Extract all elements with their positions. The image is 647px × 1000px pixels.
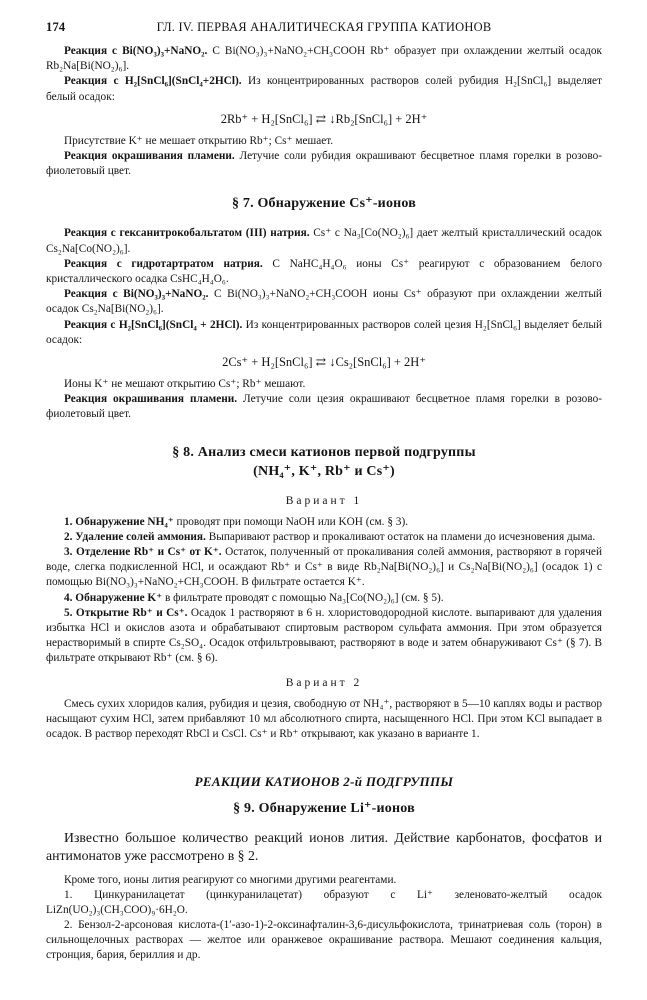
rb-flame-text: Летучие соли рубидия окрашивают бесцветное пламя горелки в розово-фиолетовый цвет.	[46, 150, 602, 178]
rb-sncl-reaction-lead: Реакция с H₂[SnCl₆](SnCl₄+2HCl).	[64, 75, 242, 88]
group-2-heading: РЕАКЦИИ КАТИОНОВ 2-й ПОДГРУППЫ	[194, 774, 454, 790]
v1-step-5-text: Осадок 1 растворяют в 6 н. хлористоводородной кислоте. выпаривают для удаления избытка HCl и окислов азота и обрабатывают спиртовым раствором сульфата аммония. При этом образуется нерастворимый в спирте Cs₂SO₄. Осадок отфильтровывают, растворяют в воде и затем обнаруживают Cs⁺ (§ 7). В фильтрате открывают Rb⁺ (см. § 6).	[46, 606, 603, 665]
v1-step-2-lead: 2. Удаление солей аммония.	[64, 530, 206, 543]
cs-tartrate-text: С NaHC₄H₄O₆ ионы Cs⁺ реагируют с образованием белого кристаллического осадка CsHC₄H₄O₆.	[46, 257, 602, 286]
cs-sncl-lead: Реакция с H₂[SnCl₆](SnCl₄ + 2HCl).	[64, 318, 243, 331]
rb-equation: 2Rb⁺ + H₂[SnCl₆] ⇄ ↓Rb₂[SnCl₆] + 2H⁺	[220, 111, 428, 126]
cs-flame-text: Летучие соли цезия окрашивают бесцветное пламя горелки в розово-фиолетовый цвет.	[46, 393, 602, 421]
cs-bi-paragraph	[46, 287, 602, 317]
cs-cobalt-paragraph	[46, 226, 602, 256]
rb-bi-reaction-text: С Bi(NO₃)₃+NaNO₂+CH₃COOH Rb⁺ образует при охлаждении желтый осадок Rb₂Na[Bi(NO₂)₆].	[46, 45, 602, 73]
v1-step-1-lead: 1. Обнаружение NH₄⁺	[64, 515, 174, 528]
section-8-heading-line2: (NH₄⁺, K⁺, Rb⁺ и Cs⁺)	[253, 463, 395, 479]
v1-step-3-text: Остаток, полученный от прокаливания солей аммония, растворяют в горячей воде, слегка подкисленной HCl, и осаждают Rb⁺ и Cs⁺ в виде Rb₂Na[Bi(NO₂)₆] и Cs₂Na[Bi(NO₂)₆] (осадок 1) с помощью Bi(NO₃)₃+NaNO₂+CH₃COOH. В фильтрате остается K⁺.	[46, 546, 602, 589]
running-header	[46, 20, 602, 44]
v1-step-5	[46, 606, 602, 667]
rb-interference-note: Присутствие K⁺ не мешает открытию Rb⁺; Cs⁺ мешает.	[64, 134, 334, 147]
cs-sncl-paragraph	[46, 318, 602, 348]
v2-paragraph: Смесь сухих хлоридов калия, рубидия и цезия, свободную от NH₄⁺, растворяют в 5—10 каплях воды и раствор насыщают сухим HCl, затем прибавляют 10 мл абсолютного спирта, насыщенного HCl. При этом KCl выпадает в осадок. В раствор переходят RbCl и CsCl. Cs⁺ и Rb⁺ открывают, как указано в варианте 1.	[46, 697, 602, 741]
rb-bi-reaction-paragraph	[46, 44, 602, 74]
variant-1-title: Вариант 1	[285, 494, 363, 507]
v1-step-3-lead: 3. Отделение Rb⁺ и Cs⁺ от K⁺.	[64, 546, 222, 559]
v1-step-1	[46, 515, 602, 530]
rb-bi-reaction-lead: Реакция с Bi(NO₃)₃+NaNO₂.	[64, 45, 208, 57]
section-7-heading: § 7. Обнаружение Cs⁺-ионов	[231, 196, 417, 212]
cs-sncl-text: Из концентрированных растворов солей цезия H₂[SnCl₆] выделяет белый осадок:	[46, 318, 602, 346]
rb-sncl-reaction-paragraph	[46, 74, 602, 104]
cs-flame-paragraph	[46, 392, 602, 422]
v1-step-2-text: Выпаривают раствор и прокаливают остаток на пламени до исчезновения дыма.	[205, 530, 596, 543]
variant-2-title: Вариант 2	[285, 676, 363, 689]
li-intro-paragraph: Известно большое количество реакций ионов лития. Действие карбонатов, фосфатов и антимонатов уже рассмотрено в § 2.	[46, 830, 602, 864]
section-8-heading-line1: § 8. Анализ смеси катионов первой подгруппы	[172, 444, 476, 460]
cs-cobalt-lead: Реакция с гексанитрокобальтатом (III) натрия.	[64, 227, 310, 240]
rb-flame-paragraph	[46, 149, 602, 179]
cs-cobalt-text: Cs⁺ с Na₃[Co(NO₂)₆] дает желтый кристаллический осадок Cs₂Na[Co(NO₂)₆].	[46, 227, 602, 255]
running-title: ГЛ. IV. ПЕРВАЯ АНАЛИТИЧЕСКАЯ ГРУППА КАТИОНОВ	[156, 20, 492, 34]
cs-interference-note: Ионы K⁺ не мешают открытию Cs⁺; Rb⁺ мешают.	[64, 378, 306, 391]
v1-step-2	[46, 530, 602, 545]
v1-step-5-lead: 5. Открытие Rb⁺ и Cs⁺.	[64, 606, 188, 619]
li-reagent-2: 2. Бензол-2-арсоновая кислота-(1′-азо-1)-2-оксинафталин-3,6-дисульфокислота, тринатриевая соль (торон) в сильнощелочных растворах — желтое или оранжевое окрашивание раствора. Мешают соединения кальция, стронция, бария, бериллия и др.	[46, 919, 602, 962]
v1-step-1-text: проводят при помощи NaOH или KOH (см. § 3).	[173, 515, 409, 528]
v1-step-4-text: в фильтрате проводят с помощью Na₃[Co(NO₂)₆] (см. § 5).	[162, 591, 444, 604]
cs-bi-lead: Реакция с Bi(NO₃)₃+NaNO₂.	[64, 288, 209, 301]
li-other-reagents: Кроме того, ионы лития реагируют со многими другими реагентами.	[64, 874, 397, 887]
cs-bi-text: С Bi(NO₃)₃+NaNO₂+CH₃COOH ионы Cs⁺ образуют при охлаждении желтый осадок Cs₂Na[Bi(NO₂)₆].	[46, 288, 602, 316]
cs-tartrate-lead: Реакция с гидротартратом натрия.	[64, 257, 263, 270]
v1-step-3	[46, 545, 602, 591]
rb-flame-lead: Реакция окрашивания пламени.	[64, 150, 235, 163]
cs-equation: 2Cs⁺ + H₂[SnCl₆] ⇄ ↓Cs₂[SnCl₆] + 2H⁺	[222, 355, 426, 370]
cs-flame-lead: Реакция окрашивания пламени.	[64, 393, 238, 406]
cs-tartrate-paragraph	[46, 257, 602, 287]
page-number: 174	[46, 20, 66, 34]
v1-step-4-lead: 4. Обнаружение K⁺	[64, 591, 163, 604]
v1-step-4	[46, 591, 602, 606]
rb-sncl-reaction-text: Из концентрированных растворов солей рубидия H₂[SnCl₆] выделяет белый осадок:	[46, 75, 602, 103]
li-reagent-1: 1. Цинкуранилацетат (цинкуранилацетат) образуют с Li⁺ зеленовато-желтый осадок LiZn(UO₂)₃(CH₃COO)₉·6H₂O.	[46, 889, 602, 917]
section-9-heading: § 9. Обнаружение Li⁺-ионов	[233, 801, 415, 817]
book-page	[46, 20, 602, 963]
